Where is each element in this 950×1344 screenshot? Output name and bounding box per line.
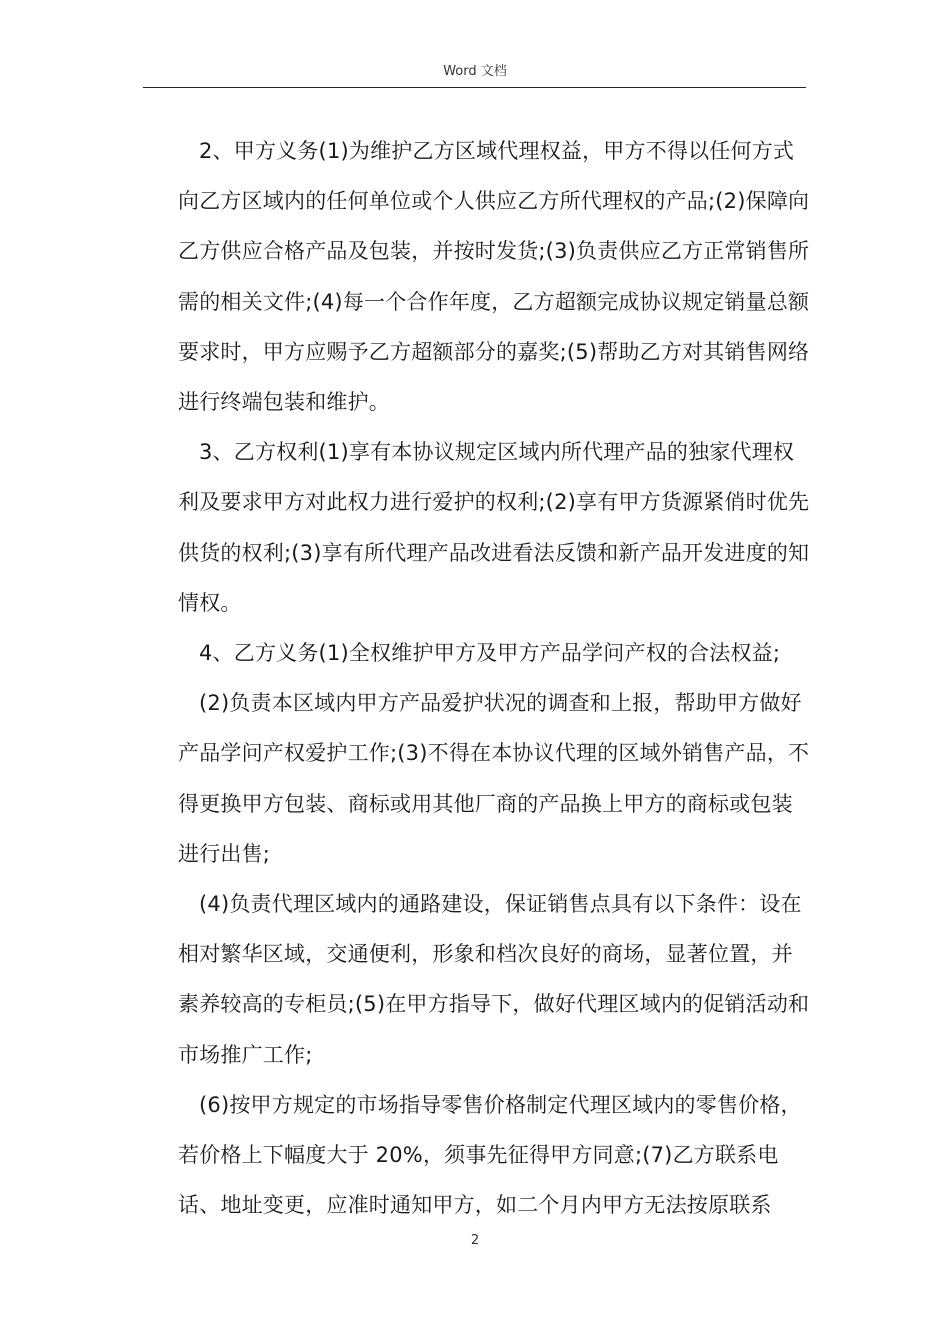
paragraph-obligation-6-7: (6)按甲方规定的市场指导零售价格制定代理区域内的零售价格，若价格上下幅度大于 20%，须事先征得甲方同意;(7)乙方联系电话、地址变更，应准时通知甲方，如二个月内甲方无法按原联系: [178, 1092, 802, 1218]
paragraph-obligation-4-5: (4)负责代理区域内的通路建设，保证销售点具有以下条件：设在相对繁华区域，交通便利，形象和档次良好的商场，显著位置，并素养较高的专柜员;(5)在甲方指导下，做好代理区域内的促销活动和市场推广工作;: [178, 892, 810, 1067]
header-divider: [143, 87, 806, 88]
page-header: Word 文档: [443, 64, 507, 79]
page-number: 2: [470, 1233, 480, 1248]
paragraph-party-a-obligations: 2、甲方义务(1)为维护乙方区域代理权益，甲方不得以任何方式向乙方区域内的任何单位或个人供应乙方所代理权的产品;(2)保障向乙方供应合格产品及包装，并按时发货;(3)负责供应乙方正常销售所需的相关文件;(4)每一个合作年度，乙方超额完成协议规定销量总额要求时，甲方应赐予乙方超额部分的嘉奖;(5)帮助乙方对其销售网络进行终端包装和维护。: [178, 139, 810, 415]
document-body: [178, 126, 810, 1230]
paragraph-party-b-rights: 3、乙方权利(1)享有本协议规定区域内所代理产品的独家代理权利及要求甲方对此权力进行爱护的权利;(2)享有甲方货源紧俏时优先供货的权利;(3)享有所代理产品改进看法反馈和新产品开发进度的知情权。: [178, 440, 810, 615]
paragraph-obligation-2-3: (2)负责本区域内甲方产品爱护状况的调查和上报，帮助甲方做好产品学问产权爱护工作;(3)不得在本协议代理的区域外销售产品，不得更换甲方包装、商标或用其他厂商的产品换上甲方的商标或包装进行出售;: [178, 691, 810, 866]
paragraph-party-b-obligations: 4、乙方义务(1)全权维护甲方及甲方产品学问产权的合法权益;: [199, 641, 781, 666]
